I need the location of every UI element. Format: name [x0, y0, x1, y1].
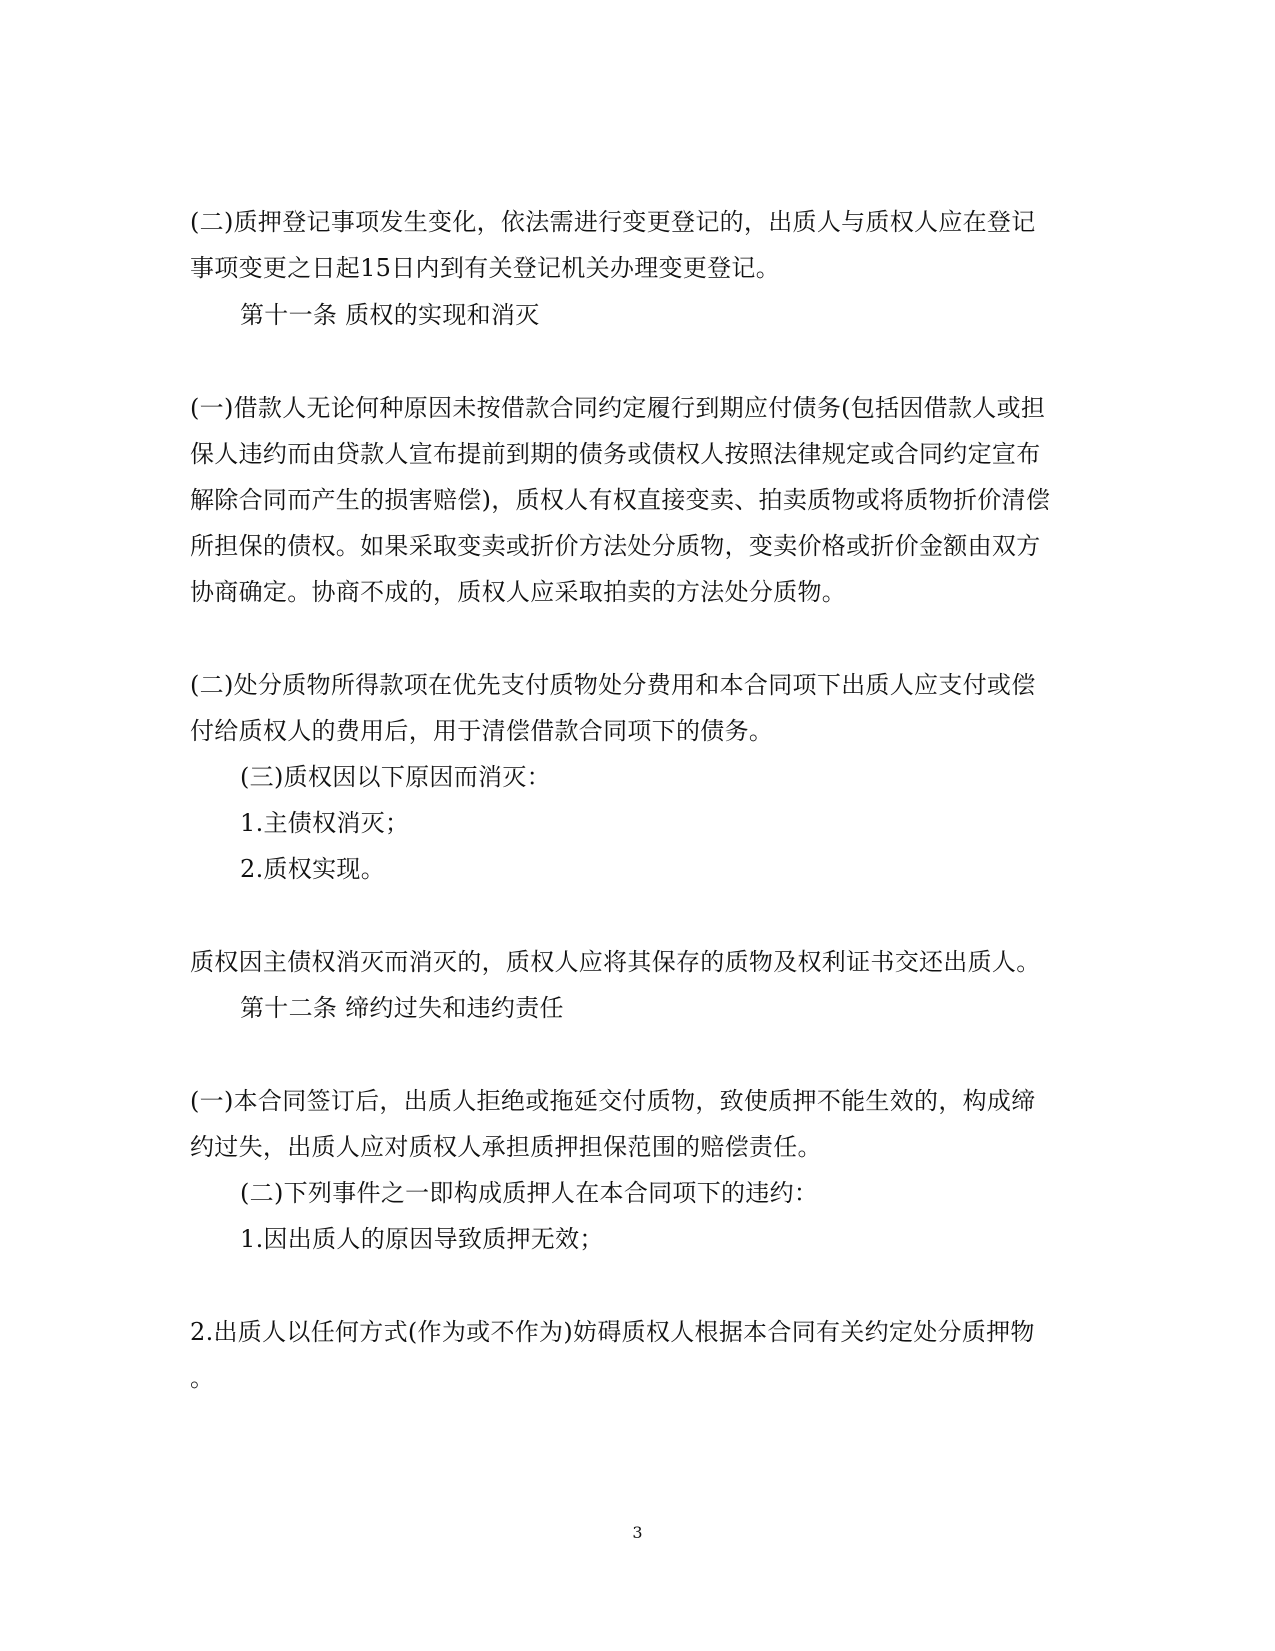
paragraph-line: 质权因主债权消灭而消灭的，质权人应将其保存的质物及权利证书交还出质人。	[190, 948, 1041, 976]
section-heading-article-11: 第十一条 质权的实现和消灭	[240, 301, 540, 329]
list-item: 1.主债权消灭；	[240, 809, 410, 837]
list-item: 1.因出质人的原因导致质押无效；	[240, 1225, 604, 1253]
paragraph-line: 付给质权人的费用后，用于清偿借款合同项下的债务。	[190, 717, 774, 745]
paragraph-line: 解除合同而产生的损害赔偿)，质权人有权直接变卖、拍卖质物或将质物折价清偿	[190, 486, 1051, 514]
paragraph-line: (一)借款人无论何种原因未按借款合同约定履行到期应付债务(包括因借款人或担	[190, 394, 1046, 422]
page-number: 3	[632, 1523, 643, 1542]
paragraph-line: (三)质权因以下原因而消灭：	[240, 763, 551, 791]
paragraph-line: (二)处分质物所得款项在优先支付质物处分费用和本合同项下出质人应支付或偿	[190, 671, 1036, 699]
paragraph-line: 事项变更之日起15日内到有关登记机关办理变更登记。	[190, 254, 781, 282]
paragraph-line: 协商确定。协商不成的，质权人应采取拍卖的方法处分质物。	[190, 578, 847, 606]
paragraph-line: (二)质押登记事项发生变化，依法需进行变更登记的，出质人与质权人应在登记	[190, 208, 1036, 236]
paragraph-line: (一)本合同签订后，出质人拒绝或拖延交付质物，致使质押不能生效的，构成缔	[190, 1087, 1036, 1115]
list-item: 2.出质人以任何方式(作为或不作为)妨碍质权人根据本合同有关约定处分质押物	[190, 1318, 1035, 1346]
paragraph-line: (二)下列事件之一即构成质押人在本合同项下的违约：	[240, 1179, 819, 1207]
paragraph-line: 约过失，出质人应对质权人承担质押担保范围的赔偿责任。	[190, 1133, 822, 1161]
paragraph-line: 保人违约而由贷款人宣布提前到期的债务或债权人按照法律规定或合同约定宣布	[190, 440, 1041, 468]
paragraph-line: 。	[190, 1364, 215, 1392]
list-item: 2.质权实现。	[240, 855, 385, 883]
section-heading-article-12: 第十二条 缔约过失和违约责任	[240, 994, 564, 1022]
paragraph-line: 所担保的债权。如果采取变卖或折价方法处分质物，变卖价格或折价金额由双方	[190, 532, 1041, 560]
